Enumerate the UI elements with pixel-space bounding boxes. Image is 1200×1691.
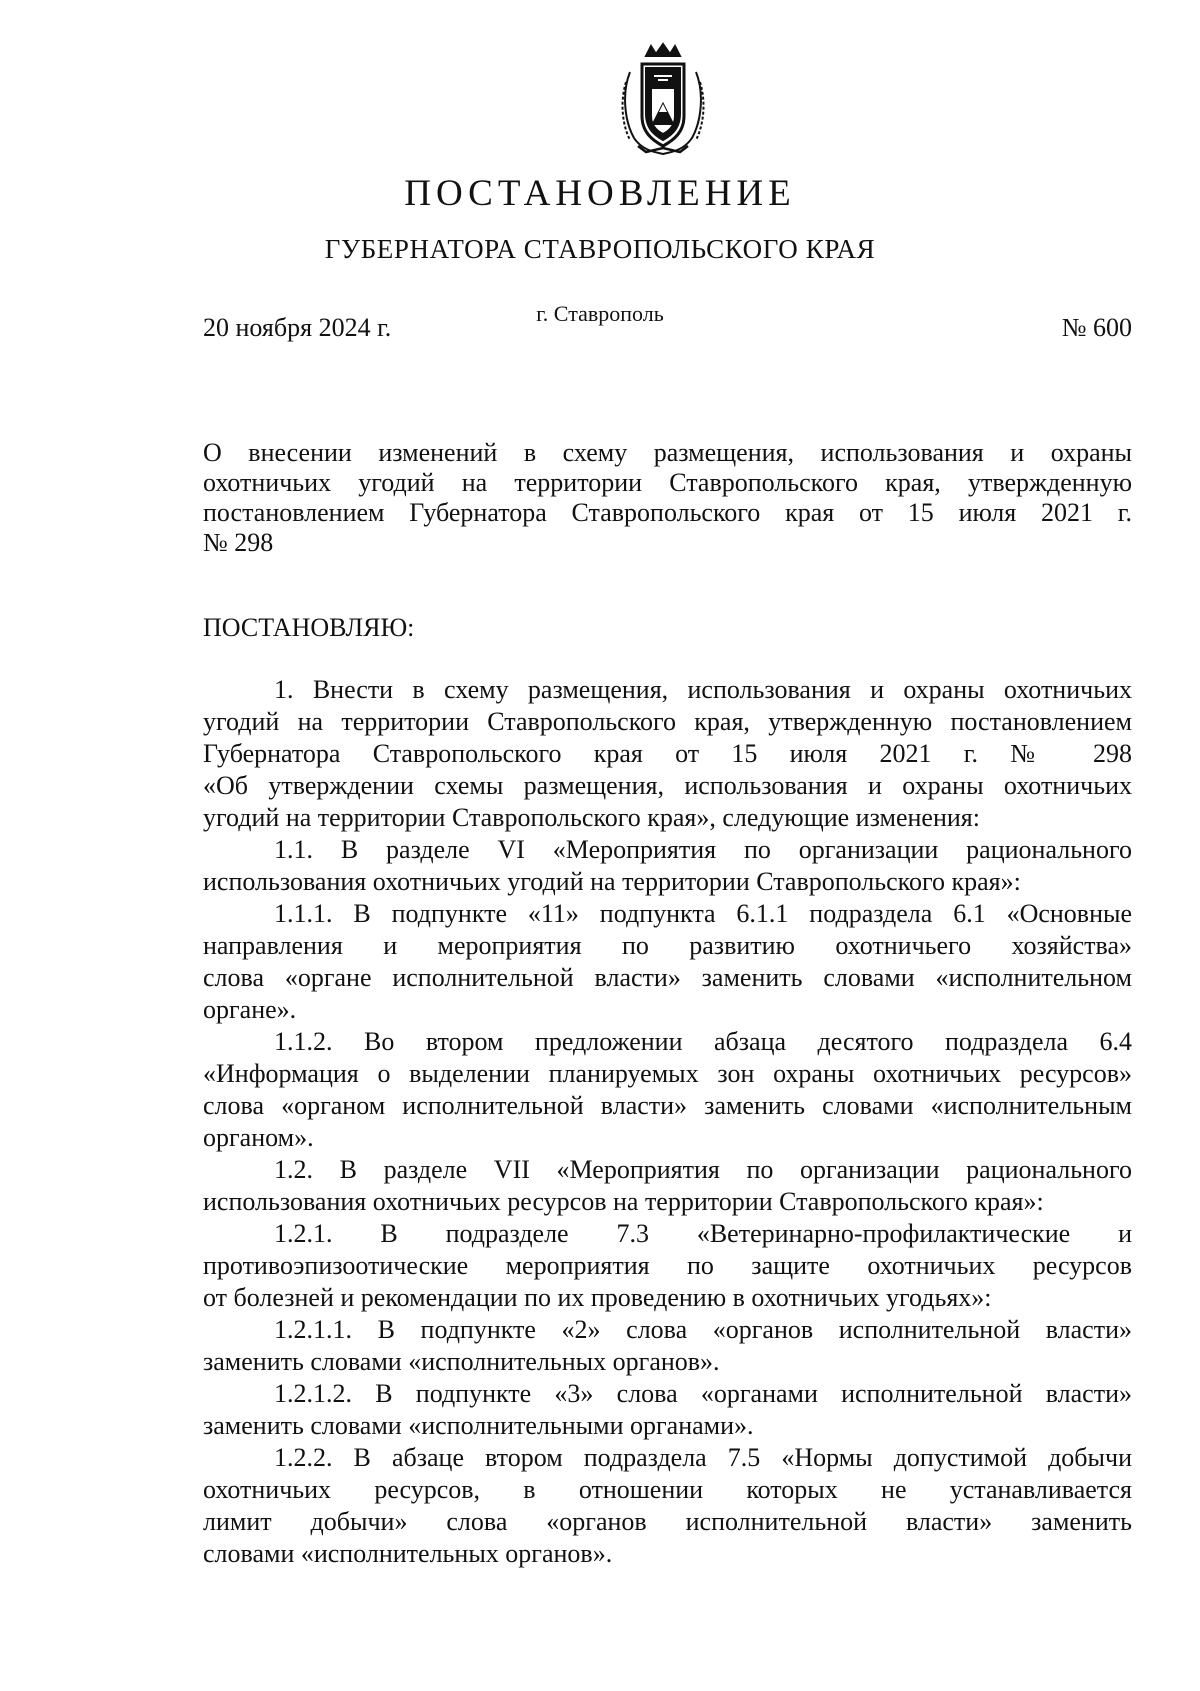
body-line: 1.2.2. В абзаце втором подраздела 7.5 «Нормы допустимой добычи (274, 1443, 1132, 1472)
document-number: № 600 (1061, 313, 1132, 342)
subject-line: О внесении изменений в схему размещения, использования и охраны (203, 438, 1132, 467)
body-line: 1.1.2. Во втором предложении абзаца десятого подраздела 6.4 (274, 1027, 1132, 1056)
body-line: противоэпизоотические мероприятия по защите охотничьих ресурсов (203, 1251, 1132, 1280)
body-line: Губернатора Ставропольского края от 15 июля 2021 г. № 298 (203, 739, 1132, 768)
body-line: направления и мероприятия по развитию охотничьего хозяйства» (203, 931, 1132, 960)
body-line: заменить словами «исполнительных органов». (203, 1347, 720, 1376)
body-line: использования охотничьих ресурсов на территории Ставропольского края»: (203, 1187, 1044, 1216)
decree-word: ПОСТАНОВЛЯЮ: (203, 613, 415, 642)
body-line: «Об утверждении схемы размещения, использования и охраны охотничьих (203, 771, 1132, 800)
body-line: 1.1. В разделе VI «Мероприятия по организации рационального (274, 835, 1132, 864)
body-line: от болезней и рекомендации по их проведению в охотничьих угодьях»: (203, 1283, 992, 1312)
coat-of-arms-icon (618, 42, 708, 156)
body-line: 1.1.1. В подпункте «11» подпункта 6.1.1 подраздела 6.1 «Основные (274, 899, 1132, 928)
document-body (203, 674, 1132, 1570)
subject-line: постановлением Губернатора Ставропольского края от 15 июля 2021 г. (203, 498, 1132, 527)
body-line: 1.2. В разделе VII «Мероприятия по организации рационального (274, 1155, 1132, 1184)
body-line: органе». (203, 995, 297, 1024)
body-line: использования охотничьих угодий на территории Ставропольского края»: (203, 867, 1021, 896)
body-line: угодий на территории Ставропольского края, утвержденную постановлением (203, 707, 1132, 736)
body-line: 1.2.1. В подразделе 7.3 «Ветеринарно-профилактические и (274, 1219, 1132, 1248)
body-line: «Информация о выделении планируемых зон охраны охотничьих ресурсов» (203, 1059, 1132, 1088)
body-line: угодий на территории Ставропольского края», следующие изменения: (203, 803, 980, 832)
body-line: слова «органом исполнительной власти» заменить словами «исполнительным (203, 1091, 1132, 1120)
place-of-issue: г. Ставрополь (536, 301, 664, 326)
body-line: охотничьих ресурсов, в отношении которых не устанавливается (203, 1475, 1132, 1504)
subject-line: № 298 (203, 528, 274, 557)
body-line: словами «исполнительных органов». (203, 1539, 613, 1568)
body-line: заменить словами «исполнительными органами». (203, 1411, 754, 1440)
issuing-authority: ГУБЕРНАТОРА СТАВРОПОЛЬСКОГО КРАЯ (324, 234, 876, 264)
body-line: органом». (203, 1123, 314, 1152)
document-title: ПОСТАНОВЛЕНИЕ (404, 173, 796, 214)
body-line: 1.2.1.1. В подпункте «2» слова «органов исполнительной власти» (274, 1315, 1132, 1344)
body-line: слова «органе исполнительной власти» заменить словами «исполнительном (203, 963, 1132, 992)
subject-line: охотничьих угодий на территории Ставропольского края, утвержденную (203, 468, 1132, 497)
body-line: 1. Внести в схему размещения, использования и охраны охотничьих (274, 675, 1132, 704)
body-line: 1.2.1.2. В подпункте «3» слова «органами исполнительной власти» (274, 1379, 1132, 1408)
body-line: лимит добычи» слова «органов исполнительной власти» заменить (203, 1507, 1132, 1536)
document-date: 20 ноября 2024 г. (203, 313, 392, 342)
document-subject (203, 438, 1132, 558)
